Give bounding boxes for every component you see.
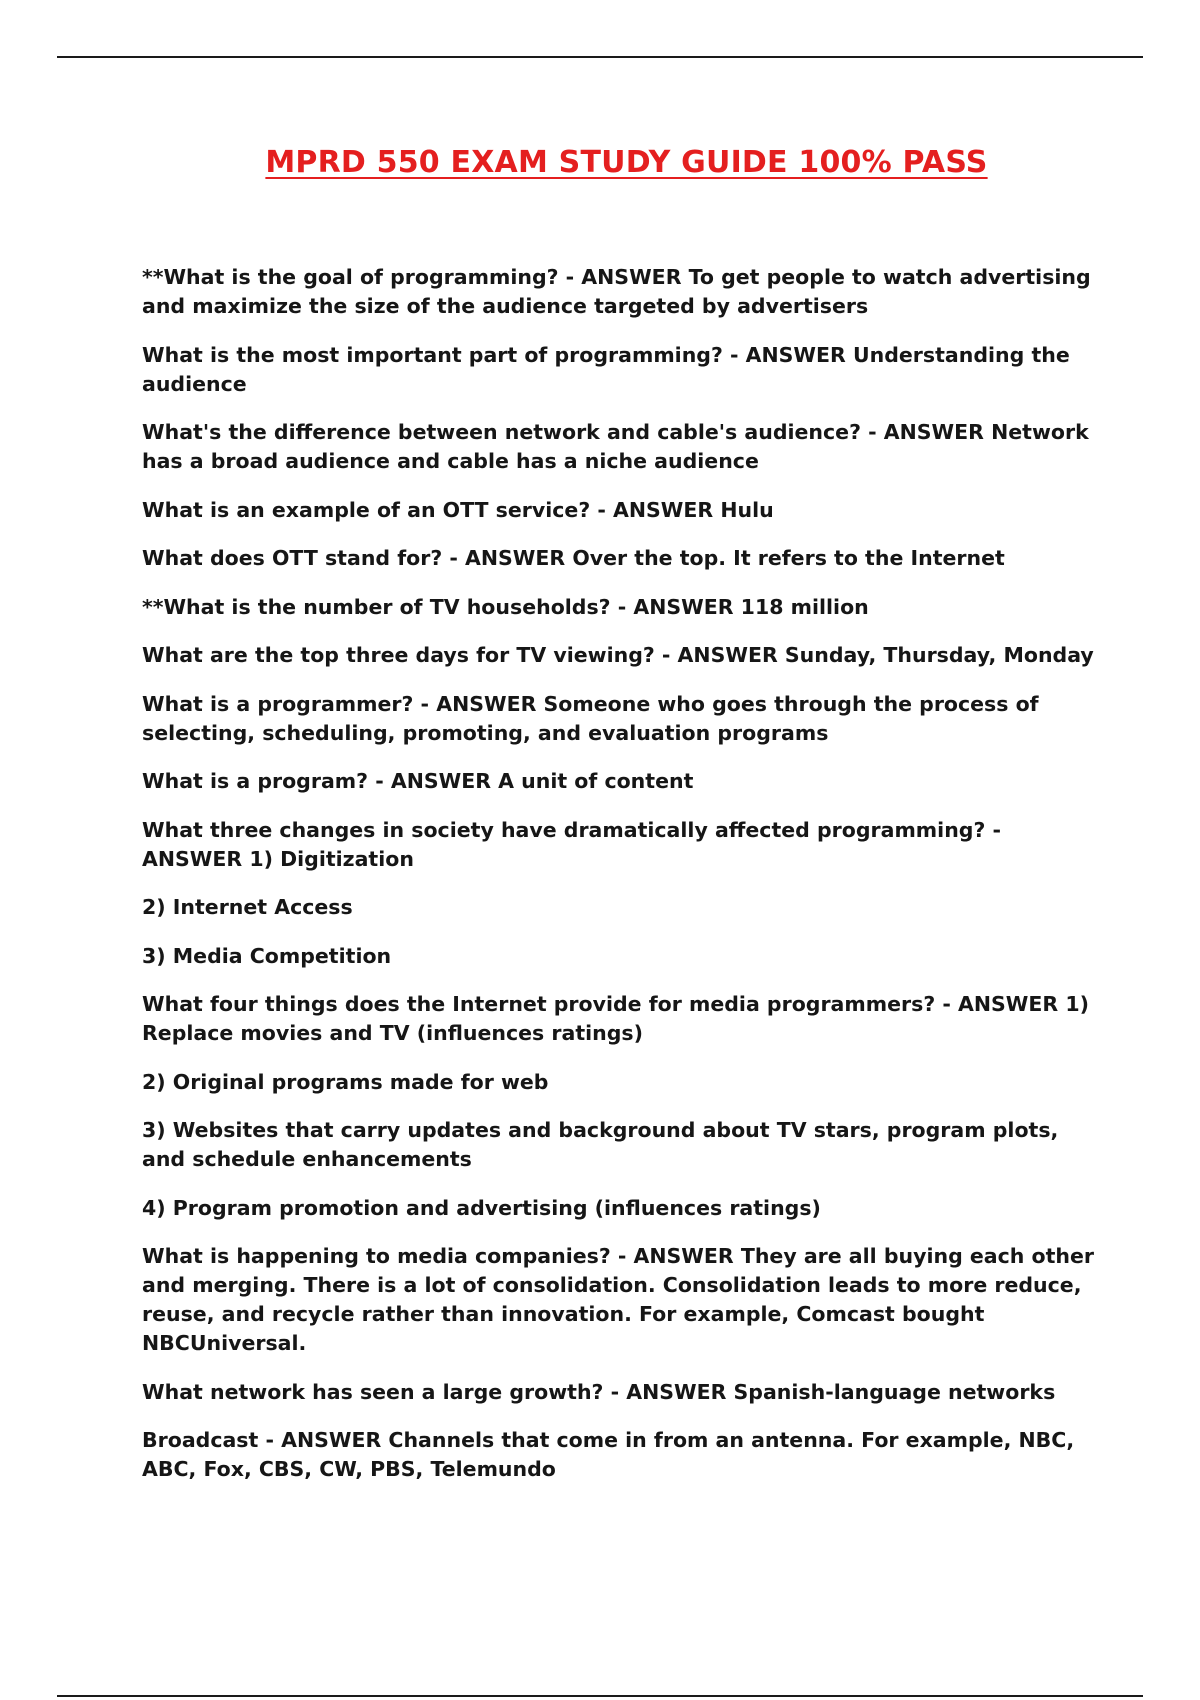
- qa-item: What is an example of an OTT service? - ANSWER Hulu: [142, 497, 774, 522]
- qa-item: What network has seen a large growth? - ANSWER Spanish-language networks: [142, 1379, 1056, 1404]
- top-divider: [57, 56, 1143, 58]
- bottom-divider: [57, 1695, 1143, 1697]
- qa-item: What is a programmer? - ANSWER Someone who goes through the process of selecting, scheduling, promoting, and evaluation programs: [142, 691, 1039, 745]
- qa-item: What is a program? - ANSWER A unit of content: [142, 769, 694, 793]
- qa-item: **What is the goal of programming? - ANSWER To get people to watch advertising and maximize the size of the audience targeted by advertisers: [142, 265, 1091, 318]
- study-guide-body: [142, 263, 1102, 1504]
- list-item: 2) Original programs made for web: [142, 1069, 549, 1094]
- qa-item: What's the difference between network and cable's audience? - ANSWER Network has a broad audience and cable has a niche audience: [142, 420, 1089, 473]
- page-title: [0, 146, 1200, 179]
- qa-item: What is happening to media companies? - ANSWER They are all buying each other and merging. There is a lot of consolidation. Consolidation leads to more reduce, reuse, and recycle rather than innovation. For example, Comcast bought NBCUniversal.: [142, 1244, 1094, 1355]
- qa-item: **What is the number of TV households? - ANSWER 118 million: [142, 594, 869, 619]
- qa-item: What does OTT stand for? - ANSWER Over the top. It refers to the Internet: [142, 546, 1005, 570]
- qa-item: What four things does the Internet provide for media programmers? - ANSWER 1) Replace movies and TV (influences ratings): [142, 992, 1089, 1045]
- list-item: 4) Program promotion and advertising (influences ratings): [142, 1195, 821, 1220]
- qa-item: Broadcast - ANSWER Channels that come in from an antenna. For example, NBC, ABC, Fox, CBS, CW, PBS, Telemundo: [142, 1428, 1075, 1481]
- list-item: 2) Internet Access: [142, 895, 353, 919]
- qa-item: What three changes in society have dramatically affected programming? - ANSWER 1) Digitization: [142, 817, 1001, 871]
- qa-item: What is the most important part of programming? - ANSWER Understanding the audience: [142, 342, 1070, 396]
- qa-item: What are the top three days for TV viewing? - ANSWER Sunday, Thursday, Monday: [142, 643, 1094, 667]
- list-item: 3) Websites that carry updates and background about TV stars, program plots, and schedule enhancements: [142, 1118, 1059, 1171]
- list-item: 3) Media Competition: [142, 943, 392, 968]
- page-title-text: MPRD 550 EXAM STUDY GUIDE 100% PASS: [265, 145, 988, 180]
